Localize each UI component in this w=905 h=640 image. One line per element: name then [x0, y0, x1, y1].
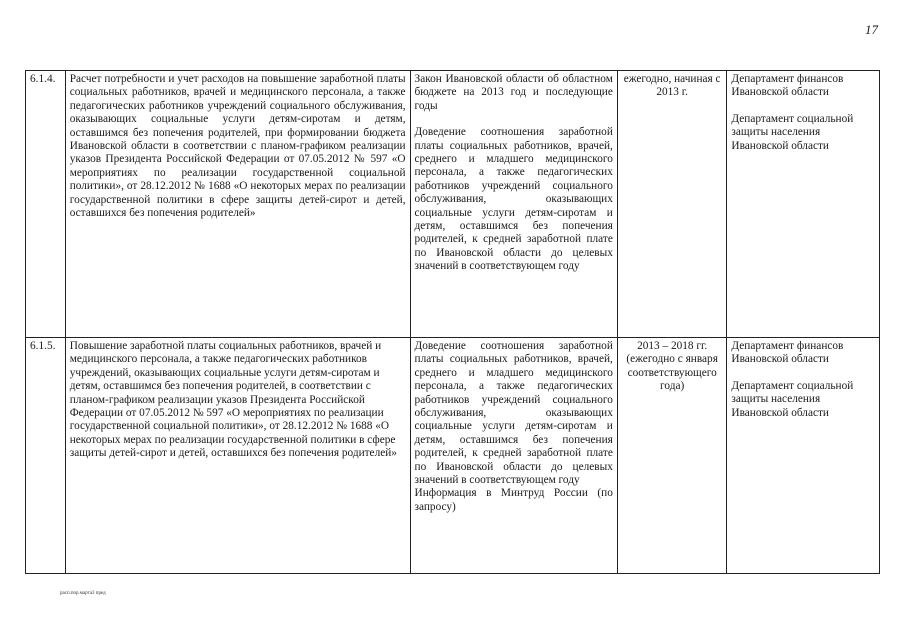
term-cell	[617, 71, 727, 338]
footer-filename: расп.пор.марта3 пред	[60, 591, 106, 596]
page-number: 17	[865, 22, 878, 37]
basis-target: Доведение соотношения заработной платы социальных работников, врачей, среднего и младшего медицинского персонала, а также педагогических работников учреждений социального обслуживания, оказывающих социальные услуги детям-сиротам и детям, оставшимся без попечения родителей, к средней заработной плате по Ивановской области до целевых значений в соответствующем году	[414, 340, 613, 487]
responsible-social: Департамент социальной защиты населения Ивановской области	[731, 112, 854, 152]
row-number: 6.1.5.	[30, 340, 56, 352]
measure-description: Повышение заработной платы социальных работников, врачей и медицинского персонала, а также педагогических работников учреждений, оказывающих социальные услуги детям-сиротам и детям, оставшимся без попечения родителей, в соответствии с планом-графиком реализации указов Президента Российской Федерации от 07.05.2012 № 597 «О мероприятиях по реализации государственной социальной политики», от 28.12.2012 № 1688 «О некоторых мерах по реализации государственной политики в сфере защиты детей-сирот и детей, оставшихся без попечения родителей»	[69, 340, 397, 460]
term-text: ежегодно, начиная с 2013 г.	[623, 73, 721, 99]
responsible-social: Департамент социальной защиты населения Ивановской области	[731, 379, 854, 419]
responsible-cell	[727, 71, 880, 338]
table-row	[26, 71, 880, 338]
measure-description-cell	[65, 71, 410, 338]
measure-description: Расчет потребности и учет расходов на повышение заработной платы социальных работников, врачей и медицинского персонала, а также педагогических работников учреждений социального обслуживания, оказывающих социальные услуги детям-сиротам и детям, оставшимся без попечения родителей, при формировании бюджета Ивановской области в соответствии с планом-графиком реализации указов Президента Российской Федерации от 07.05.2012 № 597 «О мероприятиях по реализации государственной социальной политики», от 28.12.2012 № 1688 «О некоторых мерах по реализации государственной политики в сфере защиты детей-сирот и детей, оставшихся без попечения родителей»	[69, 73, 406, 220]
responsible-finance: Департамент финансов Ивановской области	[731, 73, 844, 99]
table-row	[26, 338, 880, 574]
basis-target: Доведение соотношения заработной платы социальных работников, врачей, среднего и младшего медицинского персонала, а также педагогических работников учреждений социального обслуживания, оказывающих социальные услуги детям-сиротам и детям, оставшимся без попечения родителей, к средней заработной плате по Ивановской области до целевых значений в соответствующем году	[414, 126, 613, 273]
basis-info: Информация в Минтруд России (по запросу)	[414, 487, 613, 513]
term-cell	[617, 338, 727, 574]
measures-table	[25, 70, 880, 574]
basis-law: Закон Ивановской области об областном бюджете на 2013 год и последующие годы	[414, 73, 613, 112]
row-number-cell	[26, 71, 66, 338]
responsible-finance: Департамент финансов Ивановской области	[731, 340, 844, 366]
measure-description-cell	[65, 338, 410, 574]
row-number: 6.1.4.	[30, 73, 56, 85]
basis-cell	[410, 338, 617, 574]
responsible-cell	[727, 338, 880, 574]
basis-cell	[410, 71, 617, 338]
term-text: 2013 – 2018 гг. (ежегодно с января соответствующего года)	[626, 340, 718, 393]
row-number-cell	[26, 338, 66, 574]
